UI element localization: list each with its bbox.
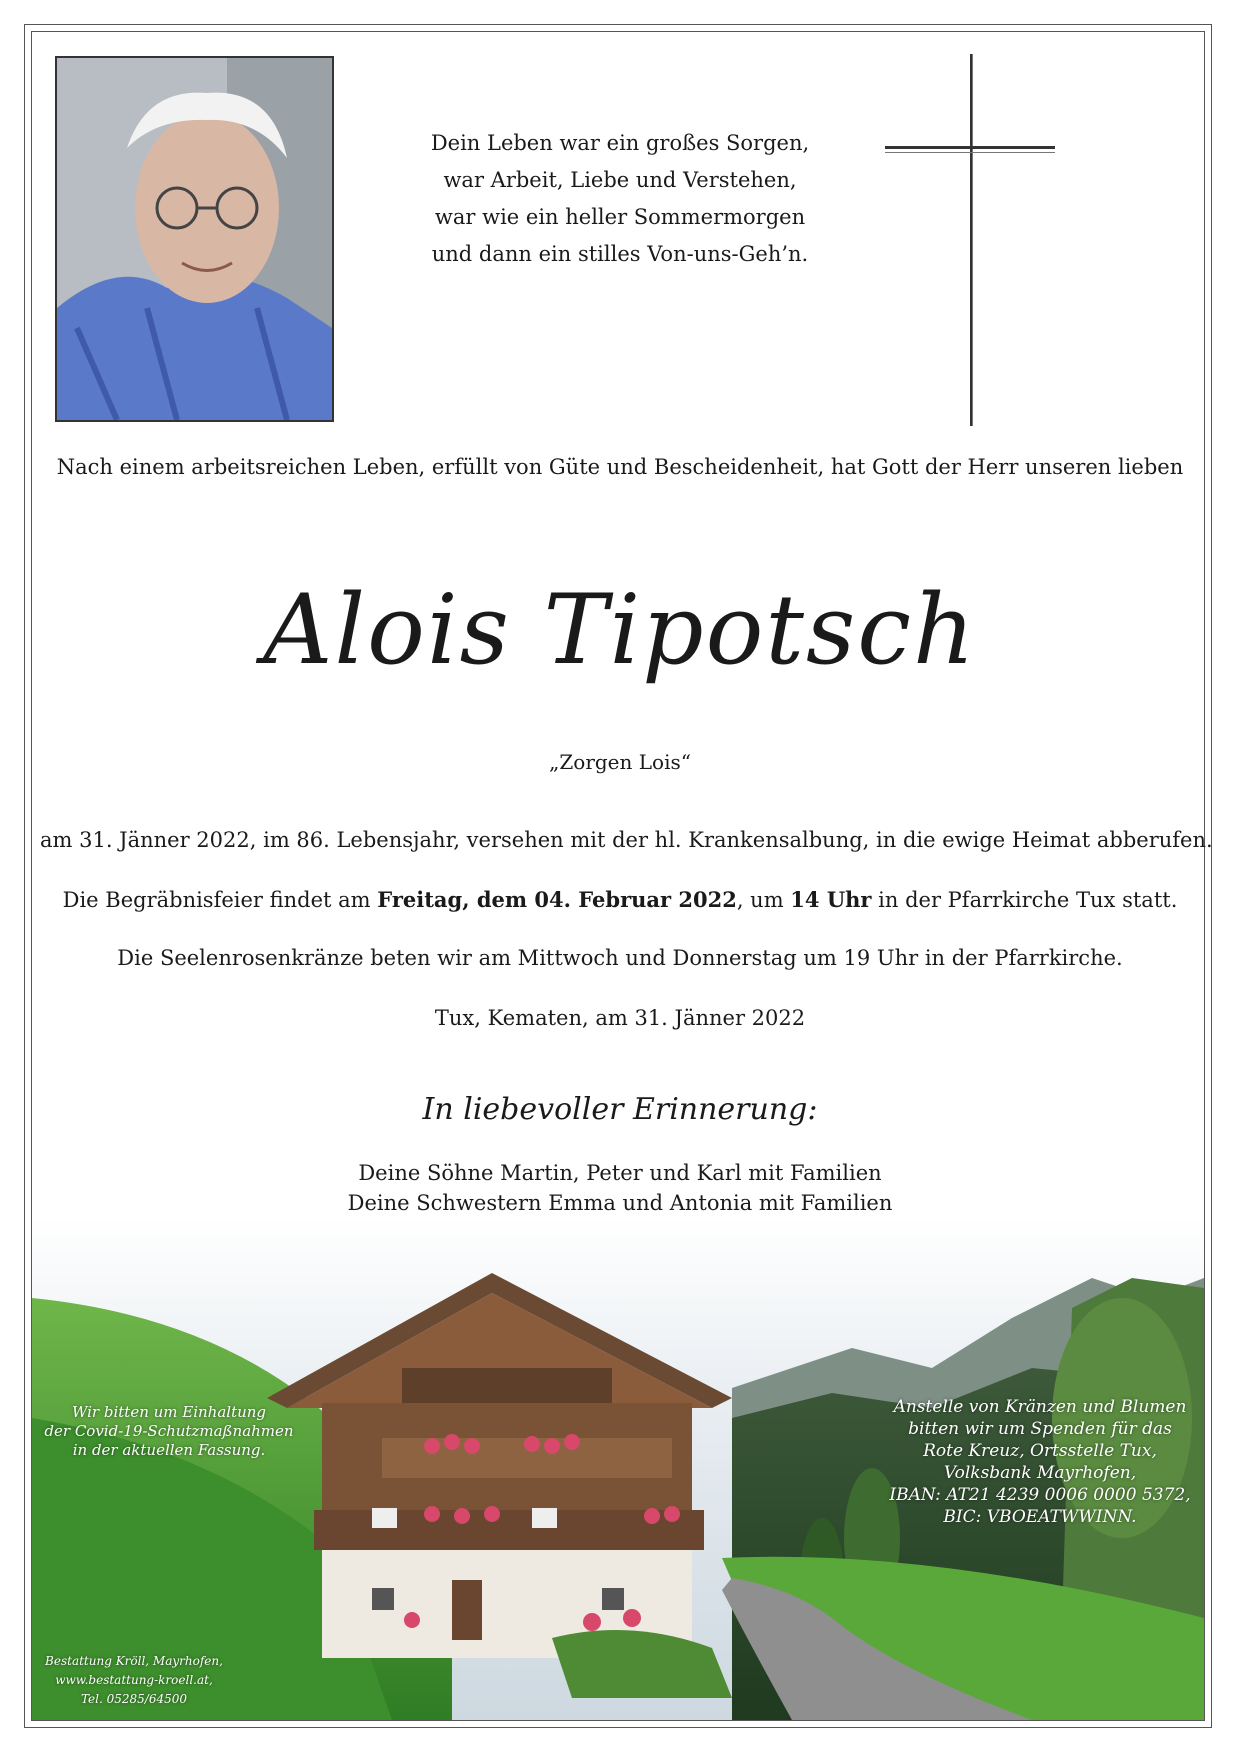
covid-note-line: der Covid-19-Schutzmaßnahmen [44,1422,294,1440]
poem [380,125,860,273]
family-line: Deine Söhne Martin, Peter und Karl mit Familien [358,1161,882,1185]
poem-line: war wie ein heller Sommermorgen [434,205,806,229]
donation-note-line: Anstelle von Kränzen und Blumen [893,1397,1187,1417]
family-line: Deine Schwestern Emma und Antonia mit Familien [347,1191,893,1215]
deceased-name: Alois Tipotsch [263,574,977,686]
rosary-notice: Die Seelenrosenkränze beten wir am Mittwoch und Donnerstag um 19 Uhr in der Pfarrkirche. [117,946,1123,970]
funeral-text: , um [736,888,791,912]
funeral-text: Die Begräbnisfeier findet am [62,888,378,912]
funeral-notice [40,887,1200,912]
poem-line: Dein Leben war ein großes Sorgen, [430,131,810,155]
nickname: „Zorgen Lois“ [549,750,691,774]
undertaker-line: Bestattung Kröll, Mayrhofen, [45,1654,223,1668]
undertaker-info [34,1652,234,1709]
funeral-date: Freitag, dem 04. Februar 2022 [377,887,737,912]
intro-text: Nach einem arbeitsreichen Leben, erfüllt von Güte und Bescheidenheit, hat Gott der Herr unseren lieben [56,455,1184,479]
funeral-time: 14 Uhr [790,887,872,912]
donation-note-line: BIC: VBOEATWWINN. [943,1507,1137,1527]
donation-note-line: Rote Kreuz, Ortsstelle Tux, [923,1441,1157,1461]
donation-note-line: Volksbank Mayrhofen, [943,1463,1137,1483]
covid-note [34,1403,304,1460]
donation-note-line: bitten wir um Spenden für das [908,1419,1172,1439]
poem-line: war Arbeit, Liebe und Verstehen, [443,168,797,192]
cross-icon [880,54,1060,426]
funeral-text: in der Pfarrkirche Tux statt. [871,888,1178,912]
covid-note-line: Wir bitten um Einhaltung [71,1403,267,1421]
undertaker-line: www.bestattung-kroell.at, [55,1673,213,1687]
donation-note-line: IBAN: AT21 4239 0006 0000 5372, [889,1485,1191,1505]
donation-note [880,1396,1200,1528]
place-date: Tux, Kematen, am 31. Jänner 2022 [434,1006,806,1030]
poem-line: und dann ein stilles Von-uns-Geh’n. [431,242,809,266]
memory-heading: In liebevoller Erinnerung: [422,1092,818,1127]
portrait-photo [55,56,334,422]
death-notice: am 31. Jänner 2022, im 86. Lebensjahr, versehen mit der hl. Krankensalbung, in die ewige Heimat abberufen. [40,828,1213,852]
undertaker-line: Tel. 05285/64500 [80,1692,188,1706]
covid-note-line: in der aktuellen Fassung. [72,1441,266,1459]
